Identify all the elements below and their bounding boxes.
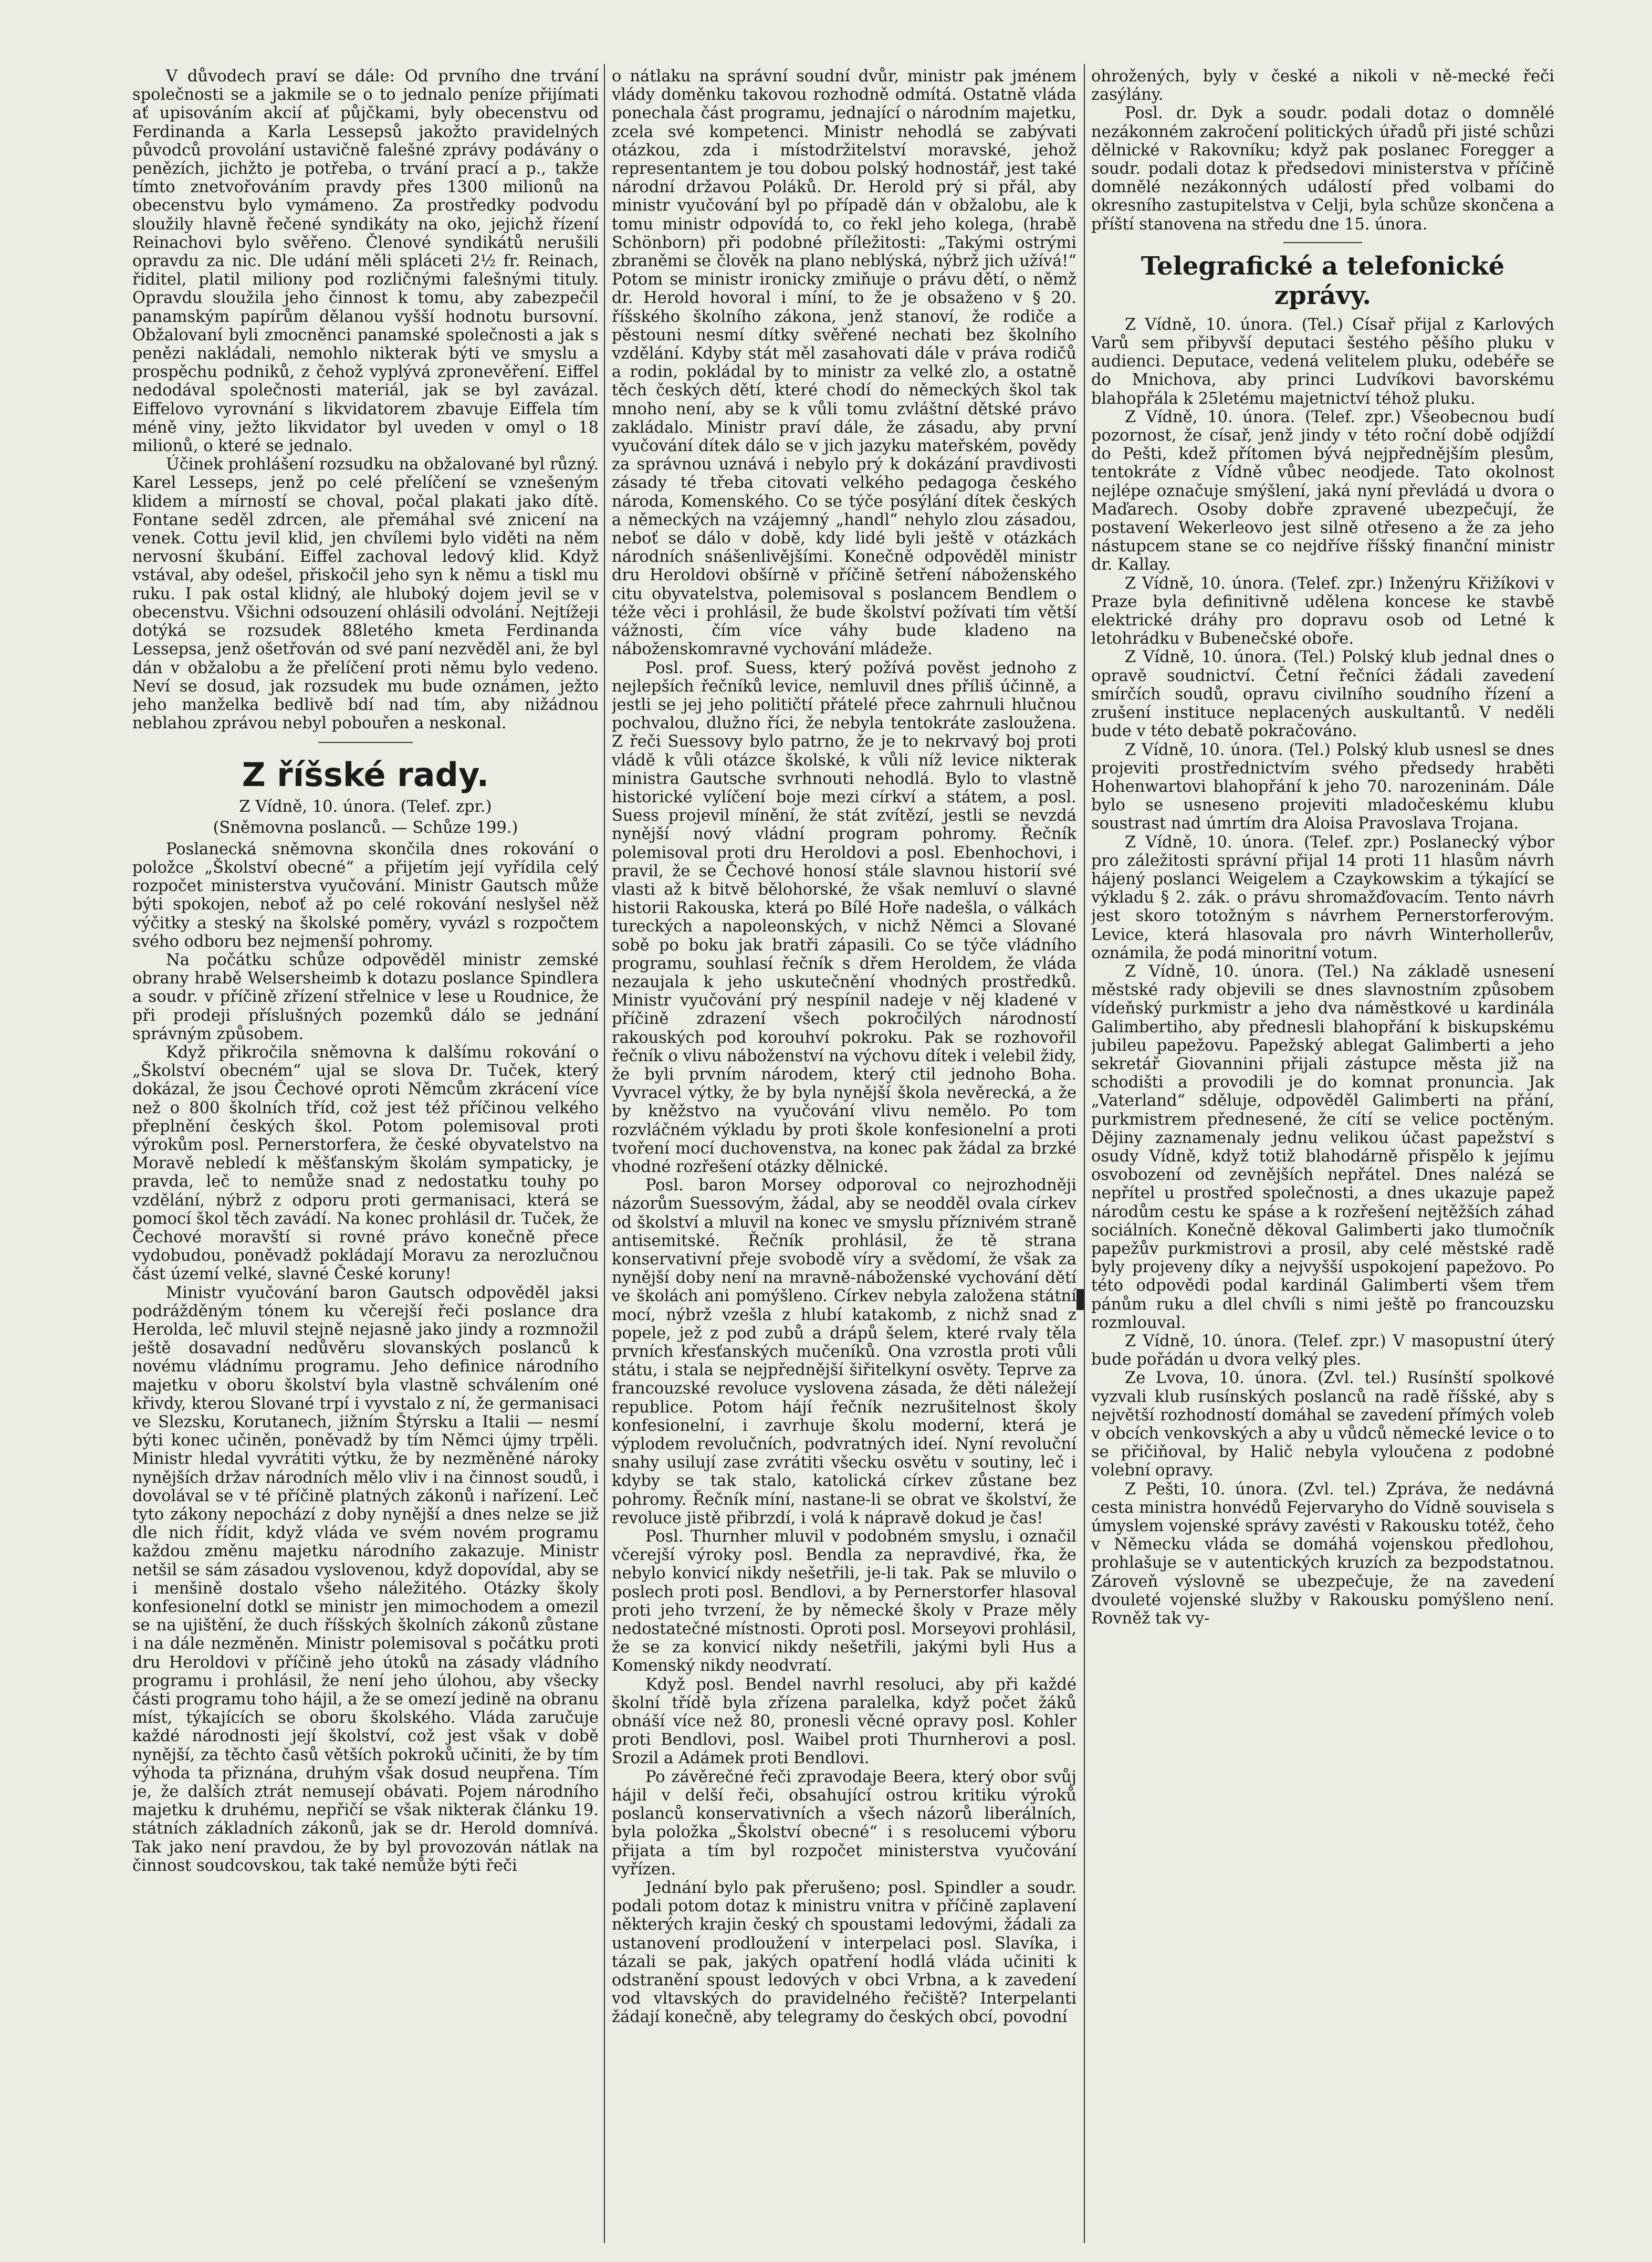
article-paragraph: V důvodech praví se dále: Od prvního dne trvání společnosti se a jakmile se o to jednalo peníze přijímati ať upisováním akcií ať půjčkami, byly obecenstvu od Ferdinanda a Karla Lessepsů jakožto pravidelných původců provolání ustavičně falešné zprávy podávány o penězích, jichžto je potřeba, o trvání prací a p., takže tímto znetvořováním pravdy přes 1300 milionů na obecenstvu bylo vymámeno. Za prostředky podvodu sloužily hlavně řečené syndikáty na oko, jejichž řízení Reinachovi bylo svěřeno. Členové syndikátů nerušili opravdu za nic. Dle udání měli spláceti 2½ fr. Reinach, řiditel, platil miliony pod rozličnými falešnými tituly. Opravdu sloužila jeho činnost k tomu, aby zabezpečil panamským papírům dělanou vyšší hodnotu bursovní. Obžalovaní byli zmocněnci panamské společnosti a jak s penězi nakládali, nemohlo nikterak býti ve smyslu a prospěchu podniků, z čehož vyplývá zpronevěření. Eiffel nedodával společnosti materiál, jak se byl zavázal. Eiffelovo vyrovnání s likvidatorem zbavuje Eiffela tím méně viny, ježto likvidator byl uveden v omyl o 18 milionů, o které se jednalo. [132,67,599,456]
column-divider-mark [1076,1289,1084,1310]
news-item: Ze Lvova, 10. února. (Zvl. tel.) Rusínští spolkové vyzvali klub rusínských poslanců na radě říšské, aby s největší rozhodností domáhal se zavedení přímých voleb v obcích venkovských a aby u vůdců německé levice o to se přičiňoval, by Halič nebyla vyloučena z podobné volební opravy. [1091,1369,1554,1480]
column-middle [612,67,1076,2241]
article-paragraph: ohrožených, byly v české a nikoli v ně-mecké řeči zasýlány. [1091,67,1554,104]
article-paragraph: o nátlaku na správní soudní dvůr, ministr pak jménem vlády doměnku takovou rozhodně odmítá. Ostatně vláda ponechala část programu, jednající o národním majetku, zcela své kompetenci. Ministr nehodlá se zabývati otázkou, zda i místodržitelství moravské, jehož representantem je tou dobou polský hodnostář, jest také národní državou Poláků. Dr. Herold prý si přál, aby ministr vyučování byl po případě dán v obžalobu, ale k tomu ministr odpovídá to, co řekl jeho kolega, (hrabě Schönborn) při podobné příležitosti: „Takými ostrými zbraněmi se člověk na plano neblýská, nýbrž jich užívá!“ Potom se ministr ironicky zmiňuje o právu dětí, o němž dr. Herold hovoral i míní, to že je obsaženo v § 20. říšského školního zákona, jenž stanoví, že rodiče a pěstouni nesmí dítky svěřené nechati bez školního vzdělání. Kdyby stát měl zasahovati dále v práva rodičů a rodin, pokládal by to ministr za velké zlo, a ostatně těch českých dětí, které chodí do německých škol tak mnoho není, aby se k vůli tomu zvláštní dětské právo zakládalo. Ministr praví dále, že zásadu, aby první vyučování dítek dálo se v jich jazyku mateřském, povědy za správnou uznává i nebylo prý k dokázání pravdivosti zásady té třeba citovati velkého pedagoga českého národa, Komenského. Co se týče posýlání dítek českých a německých na vzájemný „handl“ nehylo zlou zásadou, neboť se dálo v době, kdy lidé byli ještě v otázkách národních snášenlivějšími. Konečně odpověděl ministr dru Heroldovi obšírně v příčině šetření náboženského citu obyvatelstva, polemisoval s poslancem Bendlem o téže věci i prohlásil, že bude školství požívati tím větší vážnosti, čím více váhy bude kladeno na náboženskomravné vychování mládeže. [612,67,1076,659]
dateline: Z Vídně, 10. února. (Telef. zpr.) [239,798,492,816]
article-paragraph: Ministr vyučování baron Gautsch odpověděl jaksi podrážděným tónem ku včerejší řeči poslance dra Herolda, leč mluvil stejně nejasně jako jindy a rozmnožil ještě dosavadní nedůvěru slovanských poslanců k novému vládnímu programu. Jeho definice národního majetku v oboru školství byla vlastně schválením oné křivdy, kterou Slované trpí i vyvstalo z ní, že germanisaci ve Slezsku, Korutanech, jižním Štýrsku a Italii — nesmí býti konec učiněn, poněvadž by tím Němci újmy trpěli. Ministr hledal vyvrátiti výtku, že by nezměněné nároky nynějších držav národních mělo vliv i na činnost soudů, i dovolával se v té příčině platných zákonů i nařízení. Leč tyto zákony nepochází z doby nynější a dnes nelze se již dle nich řídit, když vláda ve svém novém programu každou změnu majetku národního zakazuje. Ministr netšil se sám zásadou vyslovenou, když dopovídal, aby se i menšině dostalo všeho náležitého. Otázky školy konfesionelní dotkl se ministr jen mimochodem a omezil se na ujištění, že duch říšských školních zákonů zůstane i na dále nezměněn. Ministr polemisoval s počátku proti dru Heroldovi v příčině jeho útoků na zásady vládního programu i prohlásil, že není jeho úlohou, aby všecky části programu toho hájil, a že se omezí jedině na obranu míst, týkajících se oboru školského. Vláda zaručuje každé národnosti její školství, což jest však v době nynější, za těchto časů větších pokroků učiniti, že by tím výhoda ta přiznána, druhým však dosud neupřena. Tím je, že dalších ztrát nemusejí obávati. Pojem národního majetku k druhému, nepřičí se však nikterak článku 19. státních základních zákonů, jak se dr. Herold domnívá. Tak jako není pravdou, že by byl provozován nátlak na činnost soudcovskou, tak také nemůže býti řeči [132,1283,599,1875]
news-item: Z Pešti, 10. února. (Zvl. tel.) Zpráva, že nedávná cesta ministra honvédů Fejervaryho do Vídně souvisela s úmyslem vojenské správy zavésti v Rakousku totéž, čeho v Německu vláda se domáhá vojenskou předlohou, prohlašuje se v autentických kruzích za bezpodstatnou. Zároveň výslovně se ubezpečuje, že na zavedení dvouleté vojenské služby v Rakousku pomýšleno není. Rovněž tak vy- [1091,1480,1554,1628]
section-heading-reichsrat: Z říšské rady. [242,756,489,794]
section-rule [318,742,413,743]
article-paragraph: Účinek prohlášení rozsudku na obžalované byl různý. Karel Lesseps, jenž po celé přelíčení se vznešeným klidem a mírností se choval, počal plakati jako dítě. Fontane seděl zdrcen, ale přemáhal své znicení na venek. Cottu jevil klid, jen chvílemi bylo viděti na něm nervosní škubání. Eiffel zachoval ledový klid. Když vstával, aby odešel, přiskočil jeho syn k němu a tiskl mu ruku. I pak ostal klidný, ale hluboký dojem jevil se v obecenstvu. Všichni odsouzení ohlásili odvolání. Nejtížeji dotýká se rozsudek 88letého kmeta Ferdinanda Lessepsa, jenž ošetřován od své paní nezvěděl ani, že byl dán v obžalobu a že přelíčení proti němu bylo vedeno. Neví se dosud, jak rozsudek mu bude oznámen, ježto jeho manželka bedlivě bdí nad tím, aby nižádnou neblahou zprávou nebyl pobouřen a neskonal. [132,455,599,733]
news-item: Z Vídně, 10. února. (Telef. zpr.) V masopustní úterý bude pořádán u dvora velký ples. [1091,1332,1554,1369]
article-paragraph: Po závěrečné řeči zpravodaje Beera, který obor svůj hájil v delší řeči, obsahující ostrou kritiku výroků poslanců konservativních a všech názorů liberálních, byla položka „Školství obecné“ i s resolucemi výboru přijata a tím byl rozpočet ministerstva vyučování vyřízen. [612,1767,1076,1879]
section-rule [1283,242,1362,243]
column-divider [1084,64,1085,2243]
news-item: Z Vídně, 10. února. (Telef. zpr.) Poslanecký výbor pro záležitosti správní přijal 14 proti 11 hlasům návrh hájený poslanci Weigelem a Czaykowskim a týkající se výkladu § 2. zák. o právu shromažďovacím. Tento návrh jest skoro totožným s návrhem Pernerstorferovým. Levice, která hlasovala pro návrh Winterhollerův, oznámila, že podá minoritní votum. [1091,833,1554,962]
article-paragraph: Posl. baron Morsey odporoval co nejrozhodněji názorům Suessovým, žádal, aby se neodděl ovala církev od školství a mluvil na konec ve smyslu příznivém straně antisemitské. Řečník prohlásil, že tě strana konservativní přeje svobodě víry a svědomí, že však za nynější doby není na mravně-náboženské vychování dětí ve školách ani pomýšleno. Církev nebyla založena státní mocí, nýbrž vzešla z hlubí katakomb, z nichž snad z popele, jež z pod zubů a drápů šelem, které rvaly těla prvních křesťanských mučeníků. Ona vzrostla proti vůli státu, i stala se nejpřednější šiřitelkyní osvěty. Teprve za francouzské revoluce vyslovena zásada, že děti náležejí republice. Potom hájí řečník nezrušitelnost školy konfesionelní, i zavrhuje školu moderní, která je výplodem revolučních, podvratných ideí. Nyní revoluční snahy usilují zase zvrátiti všecku osvětu v soutiny, leč i kdyby se tak stalo, katolická církev zůstane bez pohromy. Řečník míní, nastane-li se obrat ve školství, že revoluce jistě přibrzdí, i volá k nápravě dokud je čas! [612,1176,1076,1527]
article-paragraph: Posl. Thurnher mluvil v podobném smyslu, i označil včerejší výroky posl. Bendla za nepravdivé, řka, že nebylo konvicí nikdy nešetřili, je-li tak. Pak se mluvilo o poslech proti posl. Bendlovi, a by Pernerstorfer hlasoval proti jeho tvrzení, že by německé školy v Praze měly nedostatečné místnosti. Oproti posl. Morseyovi prohlásil, že se za konvicí nikdy nešetřili, jakými byli Hus a Komenský nikdy neodvratí. [612,1527,1076,1675]
article-paragraph: Když posl. Bendel navrhl resoluci, aby při každé školní třídě byla zřízena paralelka, když počet žáků obnáší více než 80, pronesli věcné opravy posl. Kohler proti Bendlovi, posl. Waibel proti Thurnherovi a posl. Srozil a Adámek proti Bendlovi. [612,1675,1076,1768]
session-line: (Sněmovna poslanců. — Schůze 199.) [213,818,518,837]
article-paragraph: Když přikročila sněmovna k dalšímu rokování o „Školství obecném“ ujal se slova Dr. Tuček, který dokázal, že jsou Čechové oproti Němcům zkrácení více než o 800 školních tříd, což jest též příčinou velkého přeplnění českých škol. Potom polemisoval proti výrokům posl. Pernerstorfera, že české obyvatelstvo na Moravě nebledí k měšťanským školám sympaticky, je pravda, leč to nemůže snad z nedostatku touhy po vzdělání, nýbrž z odporu proti germanisaci, která se pomocí škol těch zavádí. Na konec prohlásil dr. Tuček, že Čechové moravští si rovné právo konečně přece vydobudou, poněvadž pokládají Moravu za nerozlučnou část území velké, slavné České koruny! [132,1043,599,1284]
article-paragraph: Na počátku schůze odpověděl ministr zemské obrany hrabě Welsersheimb k dotazu poslance Spindlera a soudr. v příčině zřízení střelnice v lese u Roudnice, že při prodeji příslušných pozemků dálo se jednání správným způsobem. [132,950,599,1043]
news-item: Z Vídně, 10. února. (Tel.) Na základě usnesení městské rady objevili se dnes slavnostním způsobem vídeňský purkmistr a jeho dva náměstkové u kardinála Galimbertiho, aby přednesli blahopřání k biskupskému jubileu papežovu. Papežský ablegat Galimberti a jeho sekretář Giovannini přijali zástupce města již na schodišti a provodili je do komnat pronuncia. Jak „Vaterland“ sděluje, odpověděl Galimberti na přání, purkmistrem přednesené, že cítí se velice poctěným. Dějiny zaznamenaly jednu velikou účast papežství s osudy Vídně, když totiž blahodárně přispělo k jejímu osvobození od zevnějších nepřátel. Dnes nalézá se nepřítel u prostřed společnosti, a dnes ukazuje papež národům cestu ke spáse a k rozřešení nejtěžších záhad sociálních. Konečně děkoval Galimberti jako tlumočník papežův purkmistrovi a prosil, aby celé městské radě byly projeveny díky a nejvyšší uspokojení papežovo. Po této odpovědi podal kardinál Galimberti všem třem pánům ruku a dlel chvíli s nimi ještě po francouzsku rozmlouval. [1091,962,1554,1332]
column-divider [604,64,605,2243]
news-item: Z Vídně, 10. února. (Tel.) Polský klub jednal dnes o opravě soudnictví. Četní řečníci žádali zavedení smírčích soudů, opravu civilního soudního řízení a zrušení instituce neplacených auskultantů. V neděli bude v této debatě pokračováno. [1091,648,1554,741]
column-left [132,67,599,2241]
column-right [1091,67,1554,2241]
section-heading-telegraph: Telegrafické a telefonické zprávy. [1141,251,1505,310]
article-paragraph: Jednání bylo pak přerušeno; posl. Spindler a soudr. podali potom dotaz k ministru vnitra v příčině zaplavení některých krajin český ch spoustami ledovými, žádali za ustanovení prodloužení v interpelaci posl. Slavíka, i tázali se pak, jakých opatření hodlá vláda učiniti k odstranění spoust ledových v obci Vrbna, a k zavedení vod vltavských do pravidelného řečiště? Interpelanti žádají konečně, aby telegramy do českých obcí, povodní [612,1878,1076,2027]
news-item: Z Vídně, 10. února. (Telef. zpr.) Inženýru Křižíkovi v Praze byla definitivně udělena koncese ke stavbě elektrické dráhy pro dopravu osob od Letné k letohrádku v Bubenečské oboře. [1091,574,1554,648]
article-paragraph: Posl. dr. Dyk a soudr. podali dotaz o domnělé nezákonném zakročení politických úřadů při jisté schůzi dělnické v Rakovníku; když pak poslanec Foregger a soudr. podali dotaz k předsedovi ministerstva v příčině domnělé nezákonných událostí před volbami do okresního zastupitelstva v Celji, byla schůze skončena a příští stanovena na středu dne 15. února. [1091,104,1554,234]
news-item: Z Vídně, 10. února. (Tel.) Polský klub usnesl se dnes projeviti prostřednictvím svého předsedy hraběti Hohenwartovi blahopřání k jeho 70. narozeninám. Dále bylo se usneseno projeviti mladočeskému klubu soustrast nad úmrtím dra Aloisa Pravoslava Trojana. [1091,740,1554,833]
article-paragraph: Poslanecká sněmovna skončila dnes rokování o položce „Školství obecné“ a přijetím její vyřídila celý rozpočet ministerstva vyučování. Ministr Gautsch může býti spokojen, neboť až po celé rokování neslyšel něž výčitky a steský na školské poměry, vyvázl s rozpočtem svého odboru bez nejmenší pohromy. [132,840,599,951]
news-item: Z Vídně, 10. února. (Tel.) Císař přijal z Karlových Varů sem přibyvší deputaci šestého pěšího pluku v audienci. Deputace, vedená velitelem pluku, odebéře se do Mnichova, aby princi Ludvíkovi bavorskému blahopřála k 25letému majetnictví téhož pluku. [1091,315,1554,408]
news-item: Z Vídně, 10. února. (Telef. zpr.) Všeobecnou budí pozornost, že císař, jenž jindy v této roční době odjíždí do Pešti, kdež přítomen bývá nejpřednějším plesům, tentokráte z Vídně vůbec neodjede. Tato okolnost nejlépe označuje smýšlení, jaká nyní převládá u dvora o Maďarech. Osoby dobře zpravené ubezpečují, že postavení Wekerleovo jest silně otřeseno a že za jeho nástupcem stane se co nejdříve říšský finanční ministr dr. Kallay. [1091,407,1554,574]
article-paragraph: Posl. prof. Suess, který požívá pověst jednoho z nejlepších řečníků levice, nemluvil dnes příliš účinně, a jestli se jej jeho političtí přátelé přece zahrnuli hlučnou pochvalou, dlužno říci, že nebyla tentokráte zasloužena. Z řeči Suessovy bylo patrno, že je to nekrvavý boj proti vládě k vůli otázce školské, k vůli níž levice nikterak ministra Gautsche svrhnouti nehodlá. Bylo to vlastně historické vylíčení boje mezi církví a státem, a posl. Suess projevil mínění, že stát zvítězí, jestli se nevzdá nynější nový vládní program pohromy. Řečník polemisoval proti dru Heroldovi a posl. Ebenhochovi, i pravil, že se Čechové honosí stále slavnou historií své vlasti až k bitvě bělohorské, že však nemluví o slavné historii Rakouska, která po Bílé Hoře nadešla, o válkách tureckých a napoleonských, v nichž Němci a Slované sobě po boku jak bratři zápasili. Co se týče vládního programu, souhlasí řečník s dřem Heroldem, že vláda nezaujala k jeho uskutečnění vhodných prostředků. Ministr vyučování prý nespínil nadeje v něj kladené v příčině zdrazení všech pokročilých národností rakouských pod korouhví pokroku. Pak se rozhovořil řečník o vlivu náboženství na výchovu dítek i velebil židy, že byli prvním národem, který ctil jednoho Boha. Vyvracel výtky, že by byla nynější škola nevěrecká, a že by kněžstvo na vyučování vlivu nemělo. Po tom rozvláčném výkladu by proti škole konfesionelní a proti tvoření mocí duchovenstva, na konec pak žádal za brzké vhodné rozřešení otázky dělnické. [612,658,1076,1176]
